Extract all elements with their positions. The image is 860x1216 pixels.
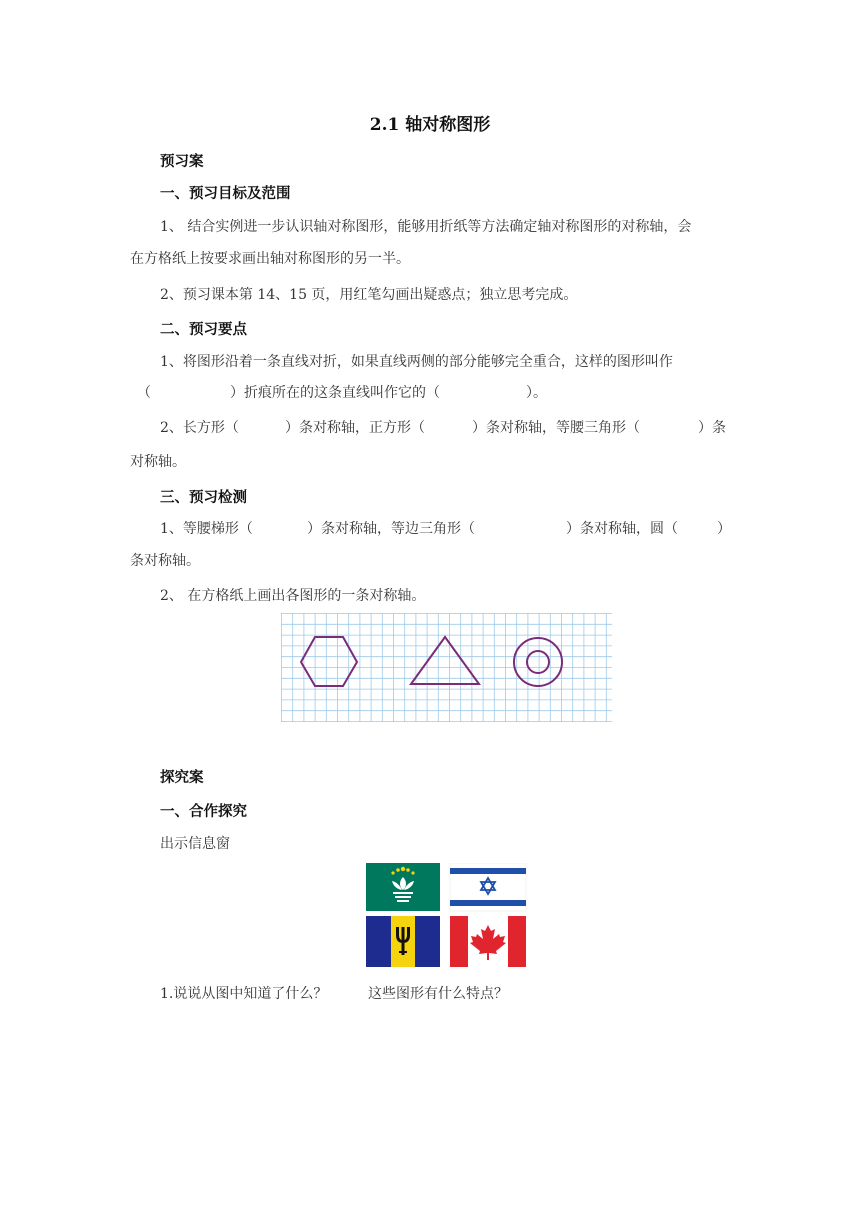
check-1-b: ）条对称轴，等边三角形（ (307, 521, 475, 537)
keypoint-2-a: 2、长方形（ (160, 420, 239, 436)
check-2: 2、 在方格纸上画出各图形的一条对称轴。 (160, 588, 426, 604)
goal-item-1-line1: 1、 结合实例进一步认识轴对称图形，能够用折纸等方法确定轴对称图形的对称轴，会 (160, 219, 692, 235)
section-heading-preview: 预习案 (160, 153, 204, 170)
triangle-shape (411, 637, 479, 684)
part-heading-check: 三、预习检测 (160, 489, 247, 506)
check-1-d: ） (717, 521, 731, 537)
flags-svg (366, 863, 528, 969)
section-heading-explore: 探究案 (160, 769, 204, 786)
info-window-intro: 出示信息窗 (160, 836, 230, 852)
check-1-line2: 条对称轴。 (130, 553, 200, 569)
inner-circle-shape (527, 651, 549, 673)
outer-circle-shape (514, 638, 562, 686)
macau-flag (366, 863, 440, 911)
barbados-flag (366, 916, 440, 967)
check-1-a: 1、等腰梯形（ (160, 521, 253, 537)
israel-flag (450, 863, 526, 911)
question-1: 1.说说从图中知道了什么？ (160, 986, 328, 1002)
part-heading-goals: 一、预习目标及范围 (160, 185, 291, 202)
keypoint-1-paren-open: （ (137, 385, 151, 401)
keypoint-1-line2-mid: ）折痕所在的这条直线叫作它的（ (230, 385, 440, 401)
part-heading-keypoints: 二、预习要点 (160, 321, 247, 338)
goal-item-2: 2、预习课本第 14、15 页，用红笔勾画出疑惑点；独立思考完成。 (160, 287, 578, 303)
grid-paper (281, 613, 612, 722)
goal-item-1-line2: 在方格纸上按要求画出轴对称图形的另一半。 (130, 251, 410, 267)
keypoint-2-line2: 对称轴。 (130, 454, 186, 470)
keypoint-2-d: ）条 (698, 420, 726, 436)
keypoint-1-line2-end: ）。 (526, 385, 547, 401)
canada-flag (450, 916, 526, 967)
keypoint-2-b: ）条对称轴，正方形（ (285, 420, 425, 436)
grid-paper-figure (281, 613, 612, 722)
check-1-c: ）条对称轴，圆（ (566, 521, 678, 537)
page-title: 2.1 轴对称图形 (369, 115, 491, 135)
part-heading-cooperate: 一、合作探究 (160, 803, 247, 820)
flags-figure (366, 863, 528, 969)
question-2: 这些图形有什么特点？ (368, 986, 508, 1002)
keypoint-1-line1: 1、将图形沿着一条直线对折，如果直线两侧的部分能够完全重合，这样的图形叫作 (160, 354, 673, 370)
keypoint-2-c: ）条对称轴，等腰三角形（ (472, 420, 640, 436)
